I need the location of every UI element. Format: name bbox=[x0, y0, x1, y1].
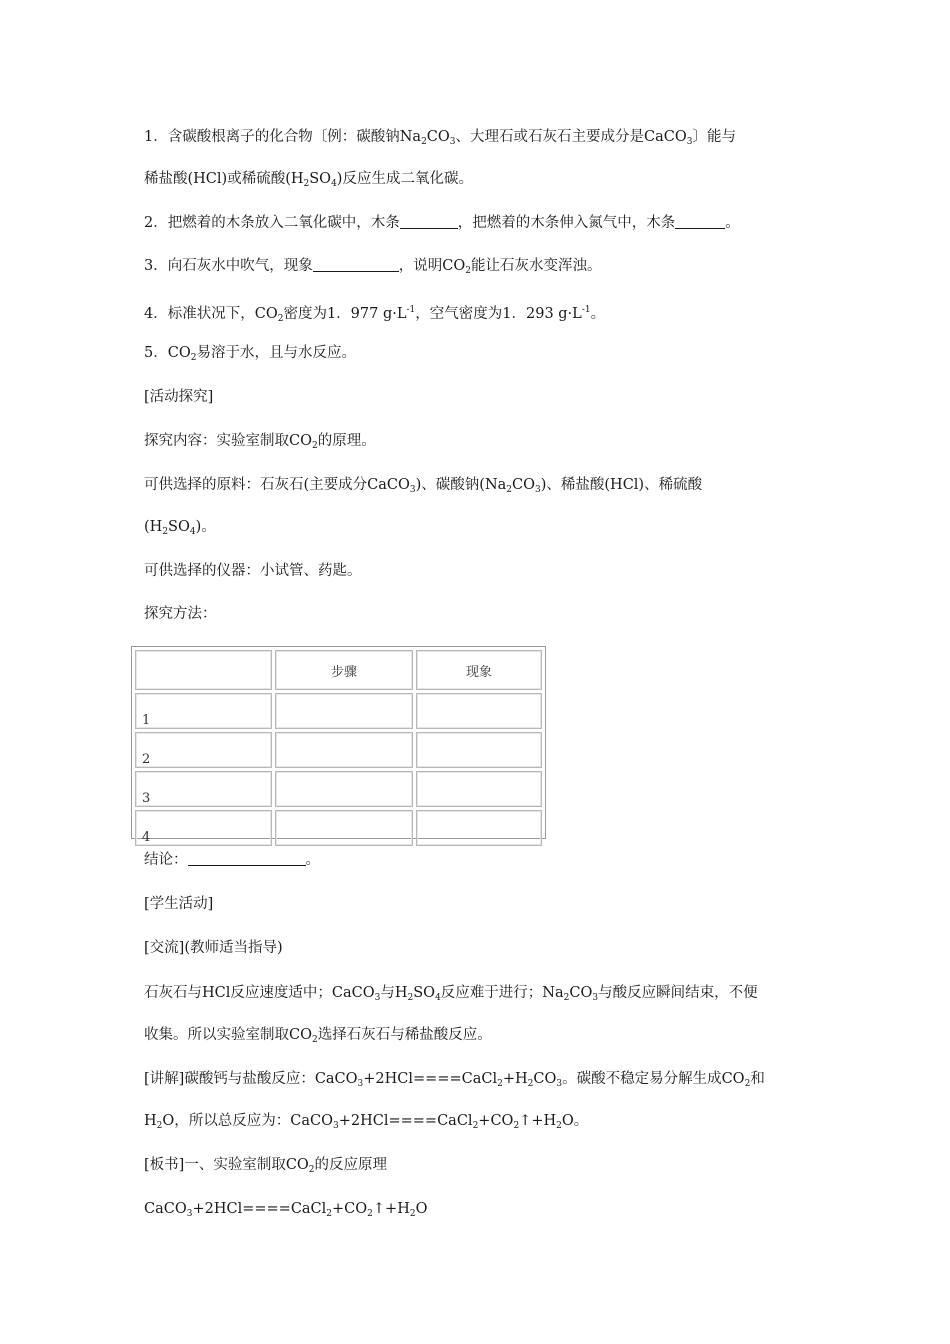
table-cell bbox=[275, 732, 413, 768]
materials-line-1: 可供选择的原料：石灰石(主要成分CaCO$_3$)、碳酸钠$(Na_2CO_3)$、稀盐酸(HCl)、稀硫酸 bbox=[144, 477, 703, 495]
item-3: 3．向石灰水中吹气，现象 ，说明$CO_2$能让石灰水变浑浊。 bbox=[144, 258, 602, 276]
inquiry-content: 探究内容：实验室制取$CO_2$的原理。 bbox=[144, 433, 376, 451]
method-heading: 探究方法： bbox=[144, 606, 217, 622]
lecture-line-2: $H_2O$，所以总反应为：$CaCO_3+2HCl====CaCl_2+CO_2↑+H_2O$。 bbox=[144, 1113, 589, 1131]
student-activity-heading: [学生活动] bbox=[144, 896, 214, 912]
reaction-formula: $CaCO_3+2HCl====CaCl_2+CO_2↑+H_2O$ bbox=[144, 1201, 428, 1219]
table-header-row bbox=[135, 650, 542, 690]
item-5: 5．$CO_2$易溶于水，且与水反应。 bbox=[144, 345, 356, 363]
table-header-phenomenon: 现象 bbox=[416, 650, 542, 690]
item-1-line-1: 1．含碳酸根离子的化合物〔例：碳酸钠$Na_2CO_3$、大理石或石灰石主要成分是CaCO$_3$〕能与 bbox=[144, 129, 736, 147]
table-row-number: 3 bbox=[135, 771, 272, 807]
table-cell bbox=[416, 732, 542, 768]
item-2: 2．把燃着的木条放入二氧化碳中，木条 ，把燃着的木条伸入氮气中，木条 。 bbox=[144, 215, 740, 231]
answer-blank-4 bbox=[188, 851, 306, 866]
table-row bbox=[135, 693, 542, 729]
activity-heading: [活动探究] bbox=[144, 389, 214, 405]
table-cell bbox=[275, 810, 413, 846]
table-row bbox=[135, 771, 542, 807]
discussion-line-2: 收集。所以实验室制取$CO_2$选择石灰石与稀盐酸反应。 bbox=[144, 1027, 492, 1045]
table-row bbox=[135, 732, 542, 768]
exchange-heading: [交流](教师适当指导) bbox=[144, 940, 283, 956]
table-cell bbox=[275, 771, 413, 807]
answer-blank-1 bbox=[400, 214, 458, 229]
item-4: 4．标准状况下，$CO_2$密度为1．977 $g\cdot L^{-1}$，空气密度为1．293 $g\cdot L^{-1}$。 bbox=[144, 305, 606, 324]
table-row-number: 2 bbox=[135, 732, 272, 768]
table-row-number: 4 bbox=[135, 810, 272, 846]
table-cell bbox=[416, 810, 542, 846]
discussion-line-1: 石灰石与HCl反应速度适中；CaCO$_3$与$H_2SO_4$反应难于进行；$Na_2CO_3$与酸反应瞬间结束，不便 bbox=[144, 985, 758, 1003]
inquiry-table bbox=[131, 646, 546, 845]
table-cell bbox=[275, 693, 413, 729]
answer-blank-2 bbox=[675, 214, 725, 229]
table-cell bbox=[416, 693, 542, 729]
table-header-steps: 步骤 bbox=[275, 650, 413, 690]
instruments: 可供选择的仪器：小试管、药匙。 bbox=[144, 563, 362, 579]
answer-blank-3 bbox=[313, 257, 399, 272]
table-header-cell bbox=[135, 650, 272, 690]
board-heading: [板书]一、实验室制取$CO_2$的反应原理 bbox=[144, 1157, 388, 1175]
table-cell bbox=[416, 771, 542, 807]
table-row-number: 1 bbox=[135, 693, 272, 729]
materials-line-2: $(H_2SO_4)$。 bbox=[144, 519, 216, 537]
lecture-line-1: [讲解]碳酸钙与盐酸反应：$CaCO_3+2HCl====CaCl_2+H_2CO_3$。碳酸不稳定易分解生成$CO_2$和 bbox=[144, 1071, 765, 1089]
conclusion: 结论： 。 bbox=[144, 852, 320, 868]
item-1-line-2: 稀盐酸(HCl)或稀硫酸$(H_2SO_4)$反应生成二氧化碳。 bbox=[144, 171, 473, 189]
table-row bbox=[135, 810, 542, 846]
